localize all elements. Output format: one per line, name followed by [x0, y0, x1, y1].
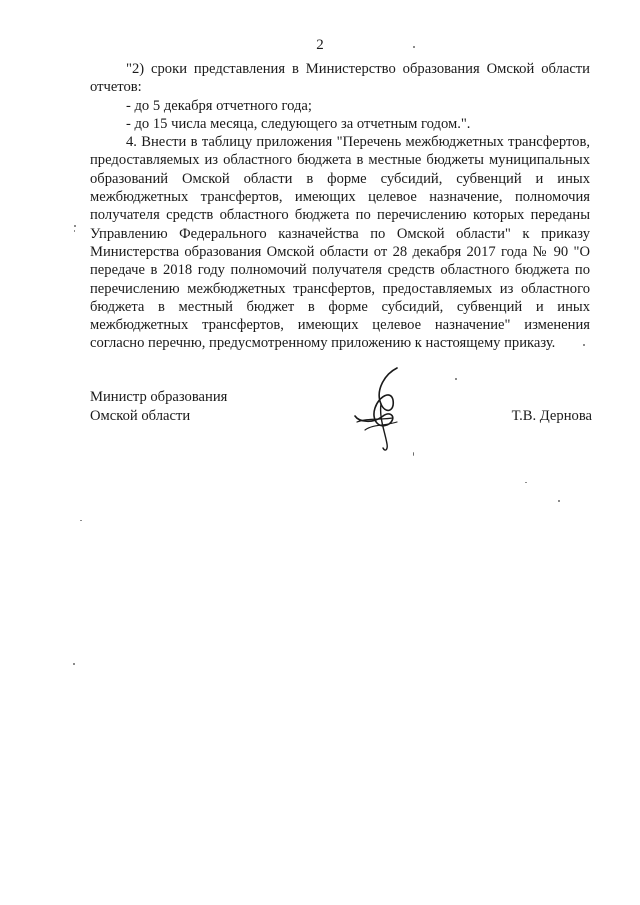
handwritten-signature	[345, 360, 425, 460]
paragraph-deadline-december: - до 5 декабря отчетного года;	[126, 97, 312, 114]
scan-speck	[558, 500, 560, 502]
page-number: 2	[316, 37, 324, 53]
scan-speck	[74, 225, 76, 227]
scan-speck	[413, 452, 414, 456]
signatory-name: Т.В. Дернова	[511, 408, 592, 424]
scan-speck	[74, 230, 75, 232]
scan-speck	[80, 520, 82, 521]
paragraph-item-4: 4. Внести в таблицу приложения "Перечень межбюджетных трансфертов, предоставляемых из областного бюджета в местные бюджеты муниципальных образований Омской области в форме субсидий, субвенций и иных межбюджетных трансфертов, имеющих целевое назначение, полномочия получателя средств областного бюджета по перечислению которых переданы Управлению Федерального казначейства по Омской области" к приказу Министерства образования Омской области от 28 декабря 2017 года № 90 "О передаче в 2018 году полномочий получателя средств областного бюджета по перечислению межбюджетных трансфертов, предоставляемых из областного бюджета в местный бюджет в форме субсидий, субвенций и иных межбюджетных трансфертов, имеющих целевое назначение" изменения согласно перечню, предусмотренному приложению к настоящему приказу.	[90, 134, 590, 352]
paragraph-deadline-month: - до 15 числа месяца, следующего за отчетным годом.".	[126, 115, 471, 132]
scan-speck	[583, 344, 585, 346]
document-body	[90, 60, 590, 353]
signatory-title-line2: Омской области	[90, 408, 191, 424]
signatory-title-line1: Министр образования	[90, 389, 228, 405]
scan-speck	[413, 46, 415, 48]
paragraph-deadlines-intro: "2) сроки представления в Министерство образования Омской области отчетов:	[90, 61, 590, 96]
scan-speck	[73, 663, 75, 665]
scan-speck	[525, 482, 527, 483]
scan-speck	[455, 378, 457, 380]
